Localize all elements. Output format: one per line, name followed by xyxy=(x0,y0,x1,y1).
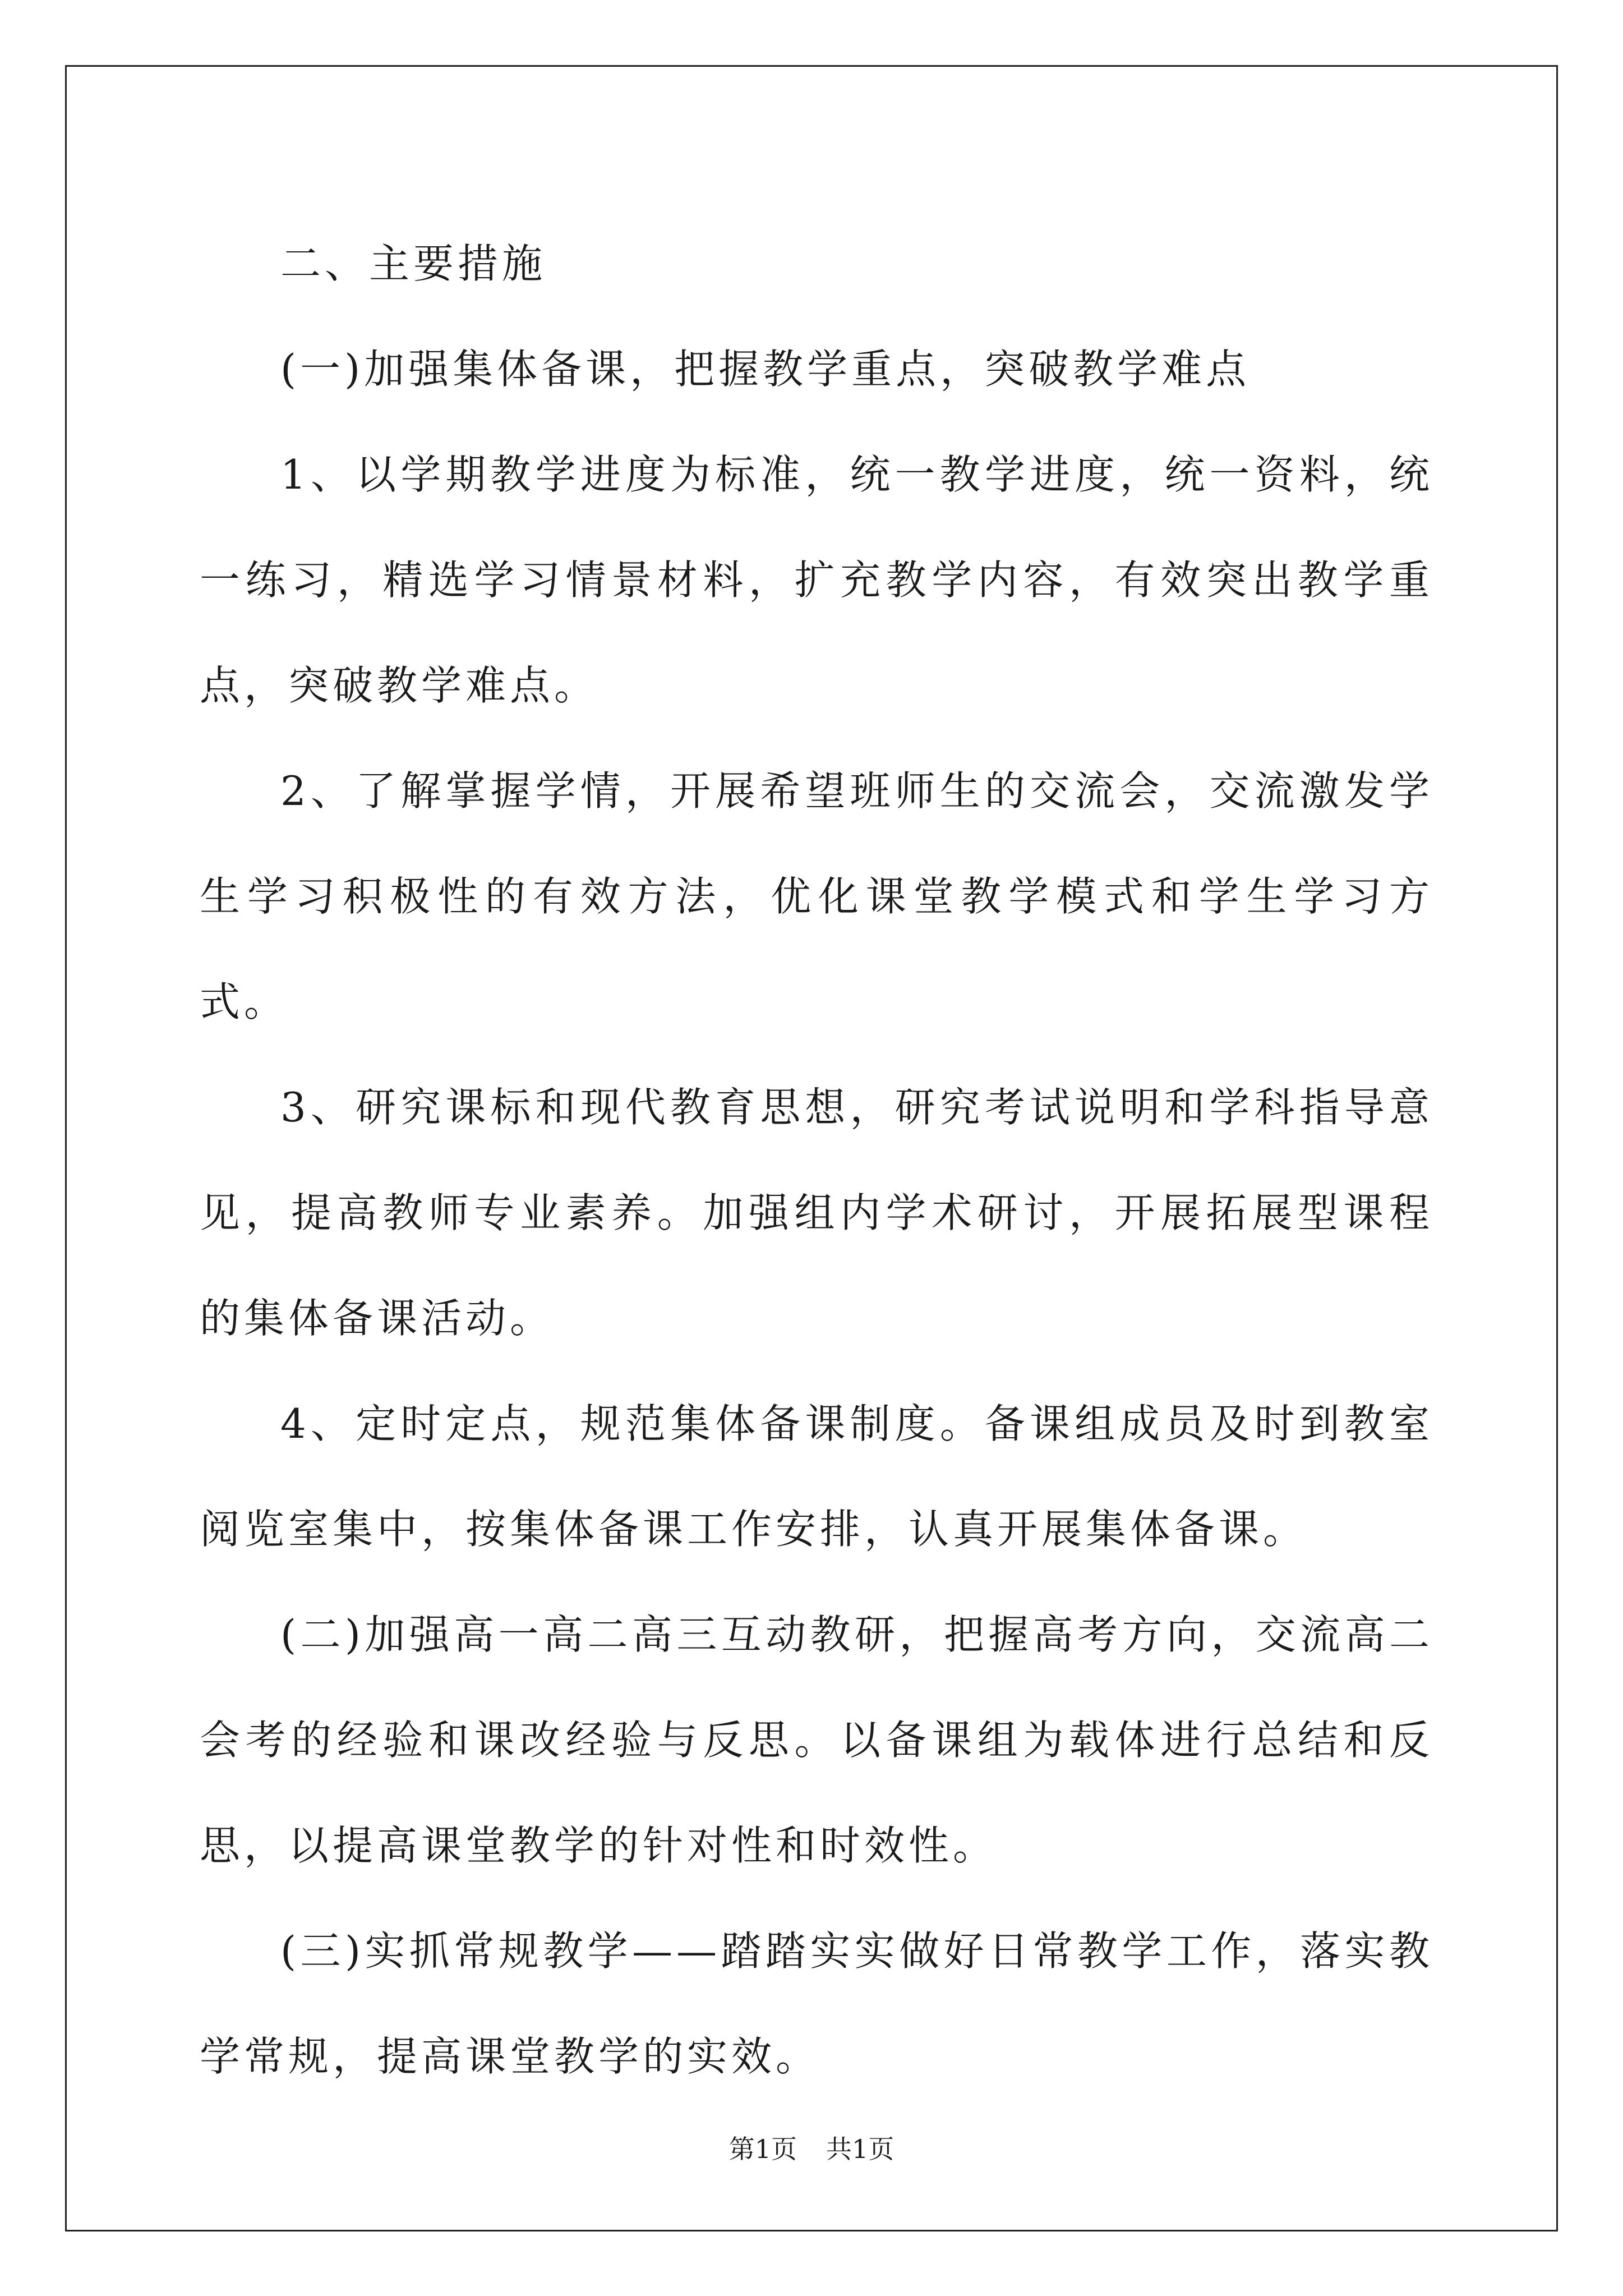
paragraph-item-3: 3、研究课标和现代教育思想，研究考试说明和学科指导意见，提高教师专业素养。加强组内学术研讨，开展拓展型课程的集体备课活动。 xyxy=(200,1084,1433,1342)
section-paragraph-3: (三)实抓常规教学——踏踏实实做好日常教学工作，落实教学常规，提高课堂教学的实效。 xyxy=(200,1927,1433,2080)
page-number: 第1页 xyxy=(728,2134,797,2164)
heading-main-measures: 二、主要措施 xyxy=(280,240,547,287)
paragraph-item-1: 1、以学期教学进度为标准，统一教学进度，统一资料，统一练习，精选学习情景材料，扩充教学内容，有效突出教学重点，突破教学难点。 xyxy=(200,451,1433,709)
page-total: 共1页 xyxy=(826,2134,895,2164)
section-paragraph-2: (二)加强高一高二高三互动教研，把握高考方向，交流高二会考的经验和课改经验与反思。以备课组为载体进行总结和反思，以提高课堂教学的针对性和时效性。 xyxy=(200,1611,1433,1869)
document-body xyxy=(200,211,1433,2109)
paragraph-item-2: 2、了解掌握学情，开展希望班师生的交流会，交流激发学生学习积极性的有效方法，优化课堂教学模式和学生学习方式。 xyxy=(200,767,1433,1025)
section-heading-1: (一)加强集体备课，把握教学重点，突破教学难点 xyxy=(280,346,1251,393)
paragraph-item-4: 4、定时定点，规范集体备课制度。备课组成员及时到教室阅览室集中，按集体备课工作安排，认真开展集体备课。 xyxy=(200,1400,1433,1553)
page-footer xyxy=(0,2129,1623,2166)
